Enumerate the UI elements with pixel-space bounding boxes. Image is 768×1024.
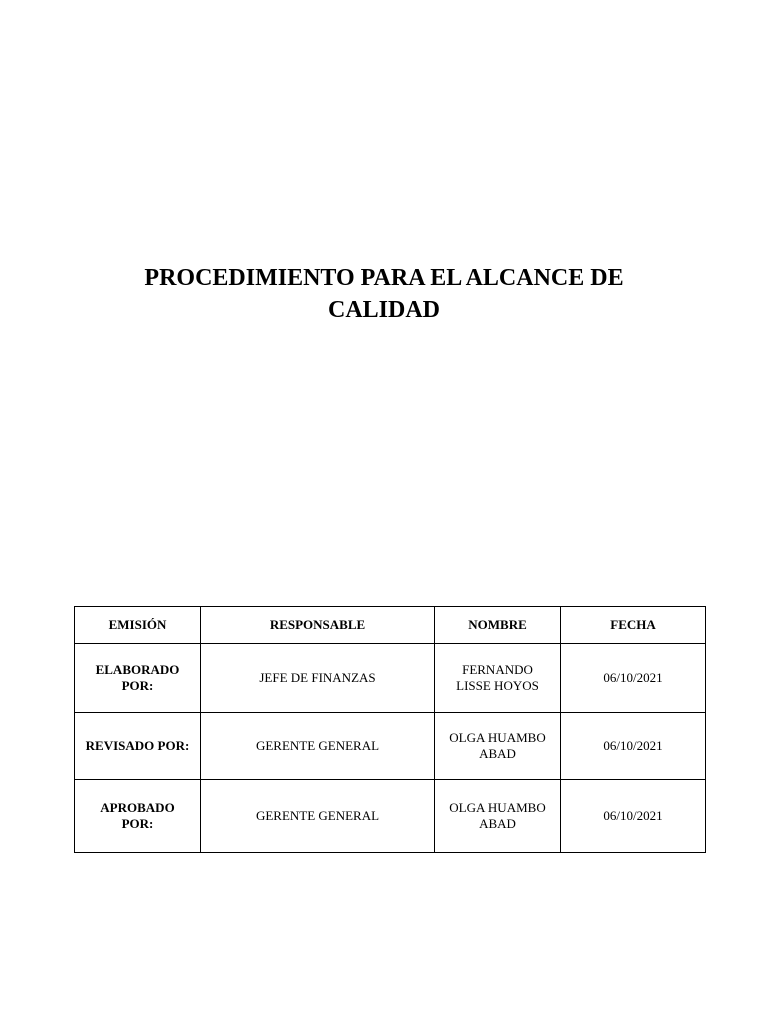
header-emision: EMISIÓN <box>75 607 201 644</box>
cell-nombre-line-1: OLGA HUAMBO <box>449 800 546 815</box>
cell-emision <box>75 780 201 853</box>
cell-nombre-line-1: OLGA HUAMBO <box>449 730 546 745</box>
cell-fecha: 06/10/2021 <box>561 780 706 853</box>
cell-fecha: 06/10/2021 <box>561 713 706 780</box>
cell-emision-line-1: REVISADO POR: <box>85 738 190 753</box>
table-row-revisado <box>75 713 706 780</box>
cell-emision <box>75 713 201 780</box>
document-title-line-1: PROCEDIMIENTO PARA EL ALCANCE DE <box>144 265 624 291</box>
cell-responsable: GERENTE GENERAL <box>201 713 435 780</box>
cell-emision-line-1: ELABORADO <box>95 662 180 677</box>
cell-nombre <box>435 644 561 713</box>
cell-emision-line-2: POR: <box>121 678 154 693</box>
cell-fecha: 06/10/2021 <box>561 644 706 713</box>
cell-emision-line-2: POR: <box>121 816 154 831</box>
cell-responsable: JEFE DE FINANZAS <box>201 644 435 713</box>
header-nombre: NOMBRE <box>435 607 561 644</box>
cell-nombre-line-2: LISSE HOYOS <box>456 678 539 693</box>
document-title-line-2: CALIDAD <box>327 297 440 323</box>
cell-emision <box>75 644 201 713</box>
cell-nombre-line-1: FERNANDO <box>462 662 533 677</box>
cell-responsable: GERENTE GENERAL <box>201 780 435 853</box>
table-row-aprobado <box>75 780 706 853</box>
header-responsable: RESPONSABLE <box>201 607 435 644</box>
cell-emision-line-1: APROBADO <box>100 800 175 815</box>
table-header-row <box>75 607 706 644</box>
cell-nombre-line-2: ABAD <box>479 746 516 761</box>
cell-nombre <box>435 713 561 780</box>
header-fecha: FECHA <box>561 607 706 644</box>
approval-table <box>74 606 706 853</box>
document-title <box>0 262 768 326</box>
table-row-elaborado <box>75 644 706 713</box>
cell-nombre <box>435 780 561 853</box>
cell-nombre-line-2: ABAD <box>479 816 516 831</box>
